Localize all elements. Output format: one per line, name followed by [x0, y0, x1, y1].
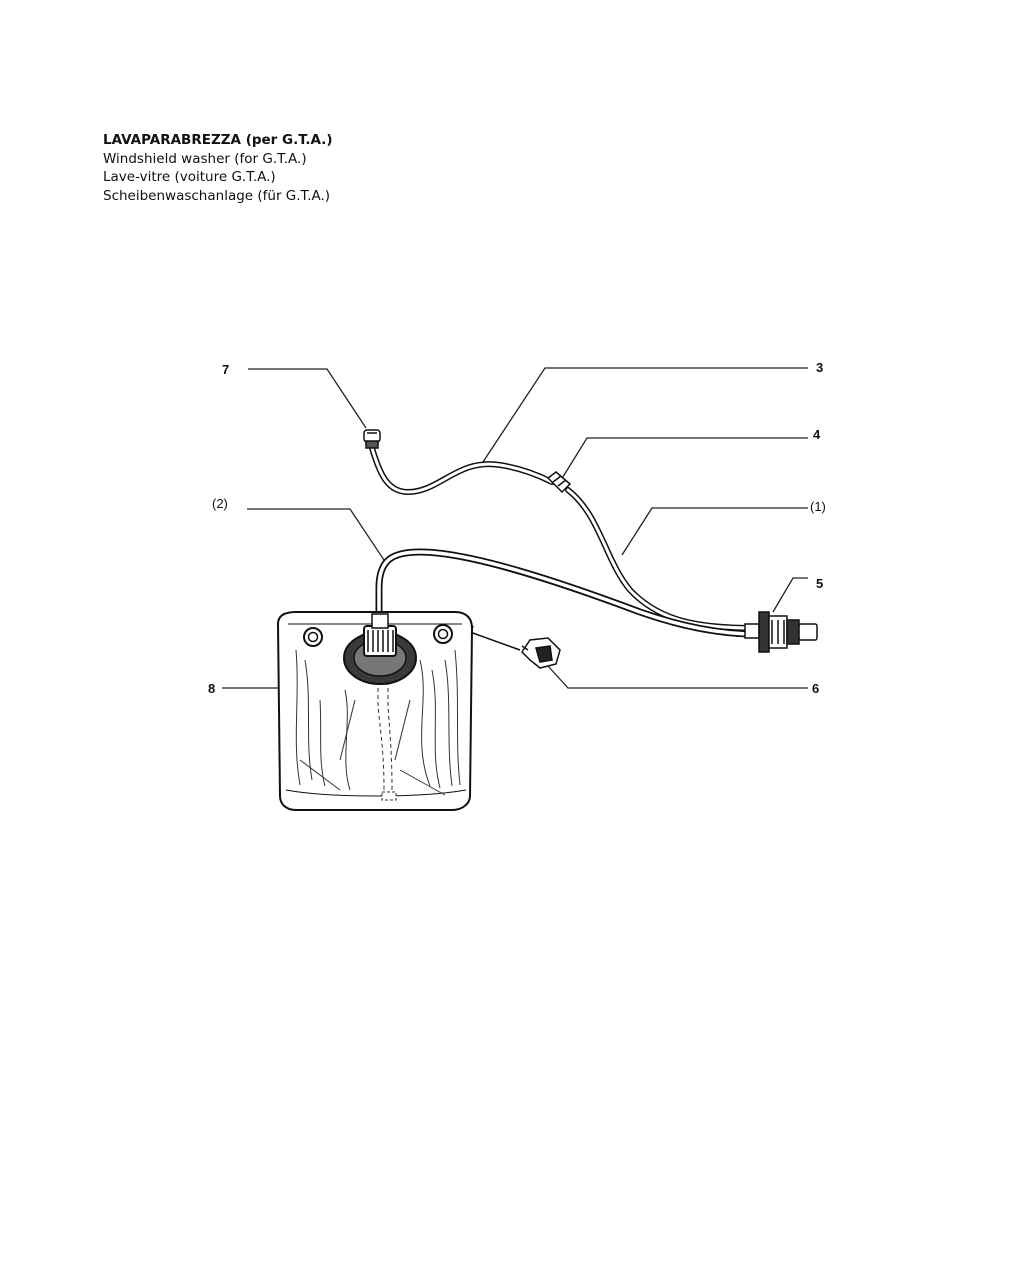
- callout-4: 4: [813, 427, 821, 442]
- pump-fitting-5: [745, 612, 817, 652]
- hose-3: [372, 448, 552, 492]
- leader-3: [483, 368, 808, 462]
- leader-4: [561, 438, 808, 480]
- leader-7: [248, 369, 366, 428]
- clip-6: [522, 638, 560, 668]
- bag-eyelet-left: [304, 628, 322, 646]
- callout-1: (1): [810, 499, 826, 514]
- leader-6: [548, 666, 808, 688]
- callout-7: 7: [222, 362, 230, 377]
- nozzle-7: [364, 430, 380, 448]
- callout-2: (2): [212, 496, 228, 511]
- leader-1: [622, 508, 808, 555]
- callout-8: 8: [208, 681, 216, 696]
- callout-6: 6: [812, 681, 820, 696]
- title-italian: LAVAPARABREZZA (per G.T.A.): [103, 132, 333, 148]
- title-english: Windshield washer (for G.T.A.): [103, 150, 307, 167]
- leader-5: [773, 578, 808, 612]
- leader-2: [247, 509, 384, 560]
- hose-1: [568, 490, 755, 628]
- title-german: Scheibenwaschanlage (für G.T.A.): [103, 187, 331, 204]
- callout-3: 3: [816, 360, 824, 375]
- bag-eyelet-right: [434, 625, 452, 643]
- callout-5: 5: [816, 576, 824, 591]
- title-french: Lave-vitre (voiture G.T.A.): [103, 169, 276, 185]
